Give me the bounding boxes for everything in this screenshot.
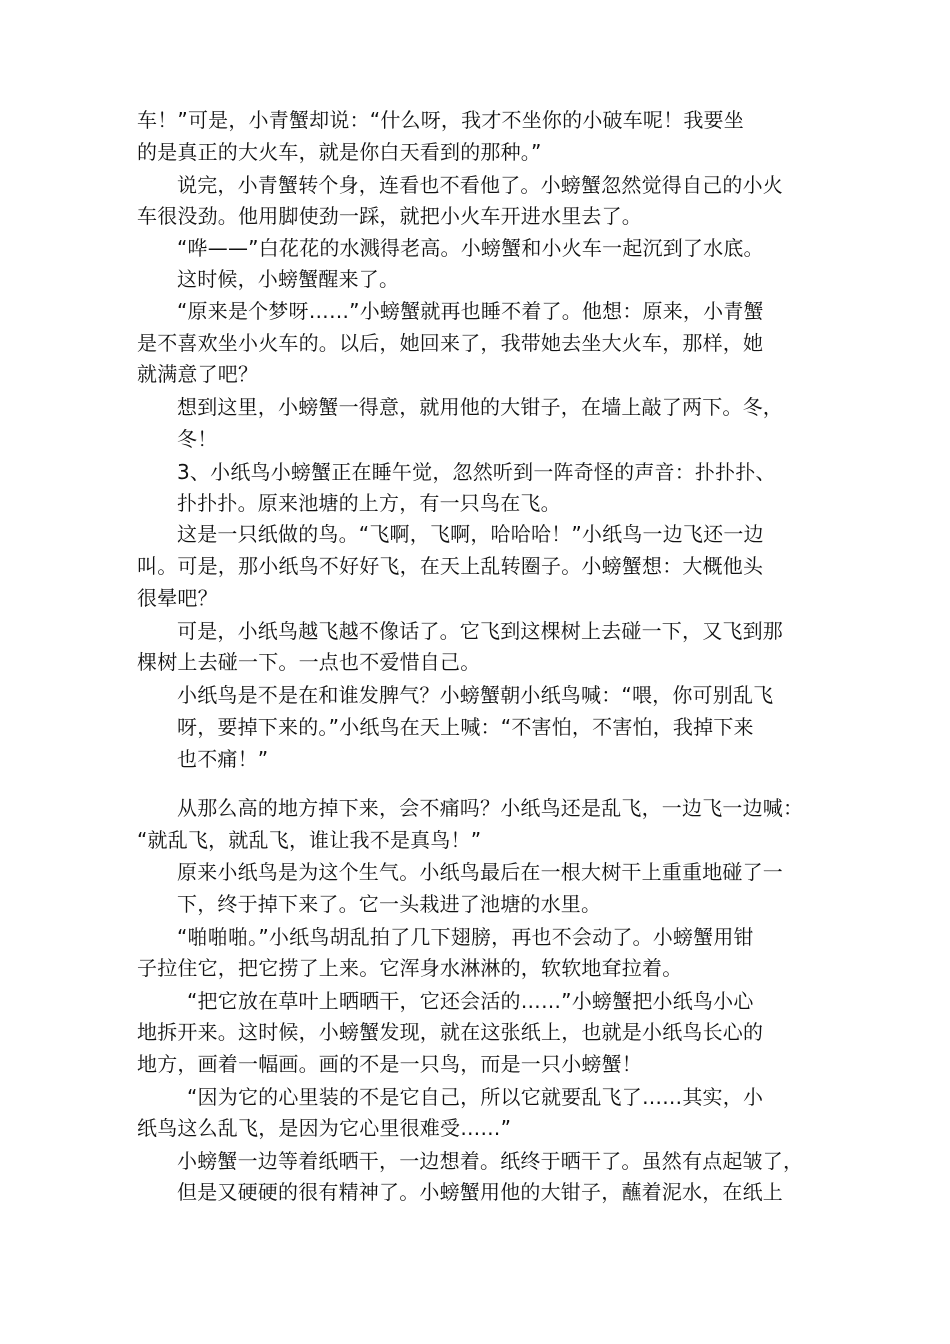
- text-line: 但是又硬硬的很有精神了。小螃蟹用他的大钳子，蘸着泥水，在纸上: [177, 1180, 783, 1204]
- text-line: 小纸鸟是不是在和谁发脾气？小螃蟹朝小纸鸟喊：“喂，你可别乱飞: [177, 683, 774, 707]
- text-line: 这是一只纸做的鸟。“飞啊，飞啊，哈哈哈！”小纸鸟一边飞还一边: [177, 522, 764, 546]
- text-line: 棵树上去碰一下。一点也不爱惜自己。: [137, 650, 481, 674]
- text-line: 的是真正的大火车，就是你白天看到的那种。”: [137, 140, 542, 164]
- text-line: 也不痛！”: [177, 747, 269, 771]
- text-line: 地方，画着一幅画。画的不是一只鸟，而是一只小螃蟹！: [137, 1052, 642, 1076]
- text-line: 车很没劲。他用脚使劲一踩，就把小火车开进水里去了。: [137, 204, 642, 228]
- text-line: “啪啪啪。”小纸鸟胡乱拍了几下翅膀，再也不会动了。小螃蟹用钳: [177, 925, 754, 949]
- text-line: 冬！: [177, 427, 218, 451]
- text-line: 纸鸟这么乱飞，是因为它心里很难受……”: [137, 1116, 512, 1140]
- text-line: 小螃蟹一边等着纸晒干，一边想着。纸终于晒干了。虽然有点起皱了，: [177, 1149, 804, 1173]
- text-line: 就满意了吧？: [137, 362, 259, 386]
- text-line: “把它放在草叶上晒晒干，它还会活的……”小螃蟹把小纸鸟小心: [187, 989, 754, 1013]
- text-line: “因为它的心里装的不是它自己，所以它就要乱飞了……其实，小: [187, 1085, 764, 1109]
- text-line: 呀，要掉下来的。”小纸鸟在天上喊：“不害怕，不害怕，我掉下来: [177, 715, 754, 739]
- text-line: 想到这里，小螃蟹一得意，就用他的大钳子，在墙上敲了两下。冬，: [177, 395, 783, 419]
- text-line: “哗——”白花花的水溅得老高。小螃蟹和小火车一起沉到了水底。: [177, 236, 764, 260]
- text-line: 扑扑扑。原来池塘的上方，有一只鸟在飞。: [177, 491, 561, 515]
- text-line: 可是，小纸鸟越飞越不像话了。它飞到这棵树上去碰一下，又飞到那: [177, 619, 783, 643]
- text-line: “就乱飞，就乱飞，谁让我不是真鸟！”: [137, 828, 482, 852]
- text-line: 叫。可是，那小纸鸟不好好飞，在天上乱转圈子。小螃蟹想：大概他头: [137, 554, 764, 578]
- text-line: 很晕吧？: [137, 586, 218, 610]
- text-line: “原来是个梦呀……”小螃蟹就再也睡不着了。他想：原来，小青蟹: [177, 299, 764, 323]
- text-line: 地拆开来。这时候，小螃蟹发现，就在这张纸上，也就是小纸鸟长心的: [137, 1020, 764, 1044]
- text-line: 原来小纸鸟是为这个生气。小纸鸟最后在一根大树干上重重地碰了一: [177, 860, 783, 884]
- text-line: 这时候，小螃蟹醒来了。: [177, 267, 400, 291]
- text-line: 从那么高的地方掉下来，会不痛吗？小纸鸟还是乱飞，一边飞一边喊：: [177, 796, 804, 820]
- text-line: 下，终于掉下来了。它一头栽进了池塘的水里。: [177, 892, 602, 916]
- text-line: 车！”可是，小青蟹却说：“什么呀，我才不坐你的小破车呢！我要坐: [137, 108, 744, 132]
- text-line: 子拉住它，把它捞了上来。它浑身水淋淋的，软软地耷拉着。: [137, 956, 683, 980]
- text-line: 3、小纸鸟小螃蟹正在睡午觉，忽然听到一阵奇怪的声音：扑扑扑、: [177, 460, 776, 484]
- text-line: 是不喜欢坐小火车的。以后，她回来了，我带她去坐大火车，那样，她: [137, 331, 764, 355]
- text-line: 说完，小青蟹转个身，连看也不看他了。小螃蟹忽然觉得自己的小火: [177, 173, 783, 197]
